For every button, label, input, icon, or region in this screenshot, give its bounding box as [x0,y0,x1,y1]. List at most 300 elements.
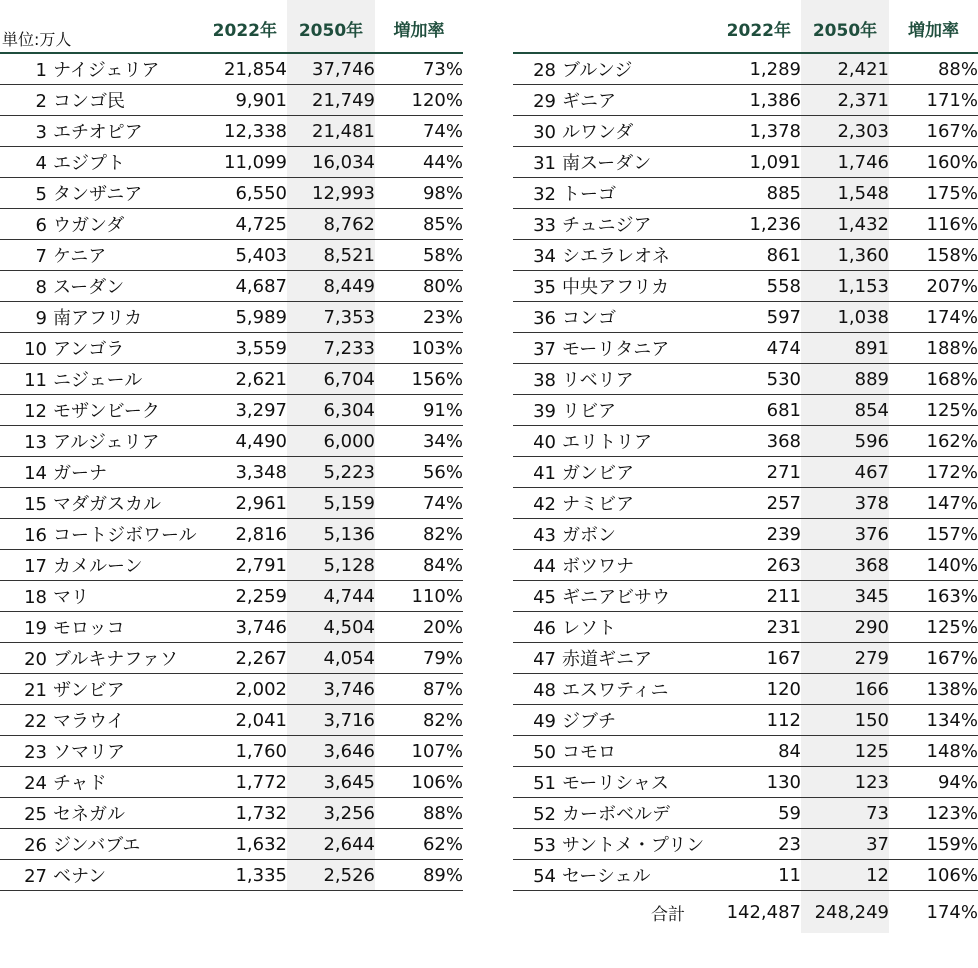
country-name: タンザニア [53,184,143,205]
rank: 32 [533,184,556,205]
country-name: ボツワナ [562,556,634,577]
pop-2022: 4,490 [197,426,287,457]
country-name: エスワティニ [562,680,669,701]
pop-2022: 112 [713,705,801,736]
rank: 53 [533,835,556,856]
right-header-row [513,0,978,53]
rank: 5 [35,184,47,205]
country-cell [0,147,197,178]
pop-2022: 368 [713,426,801,457]
table-row [0,767,463,798]
pop-2022: 59 [713,798,801,829]
increase-rate: 94% [889,767,978,798]
increase-rate: 82% [375,705,463,736]
country-cell [0,209,197,240]
country-cell [513,767,713,798]
rank: 37 [533,339,556,360]
pop-2022: 1,378 [713,116,801,147]
country-name: ジンバブエ [53,835,141,856]
increase-rate: 175% [889,178,978,209]
increase-rate: 34% [375,426,463,457]
country-cell [0,612,197,643]
pop-2022: 2,791 [197,550,287,581]
rank: 11 [24,370,47,391]
increase-rate: 58% [375,240,463,271]
country-name: ソマリア [53,742,125,763]
pop-2022: 1,335 [197,860,287,891]
rank: 14 [24,463,47,484]
table-row [513,271,978,302]
country-name: ナミビア [562,494,634,515]
increase-rate: 98% [375,178,463,209]
pop-2050: 2,526 [287,860,375,891]
pop-2050: 467 [801,457,889,488]
country-cell [0,705,197,736]
country-cell [513,395,713,426]
table-row [513,581,978,612]
increase-rate: 138% [889,674,978,705]
table-row [513,426,978,457]
table-row [0,705,463,736]
pop-2050: 3,645 [287,767,375,798]
country-cell [513,240,713,271]
country-cell [513,457,713,488]
pop-2050: 8,449 [287,271,375,302]
table-row [513,209,978,240]
increase-rate: 134% [889,705,978,736]
table-row [0,53,463,85]
rank: 31 [533,153,556,174]
table-row [0,519,463,550]
table-row [0,302,463,333]
pop-2022: 23 [713,829,801,860]
country-name: モーリタニア [562,339,670,360]
increase-rate: 84% [375,550,463,581]
country-cell [513,736,713,767]
pop-2022: 1,386 [713,85,801,116]
country-cell [0,302,197,333]
table-row [513,147,978,178]
table-row [513,674,978,705]
pop-2022: 5,989 [197,302,287,333]
country-cell [0,550,197,581]
table-row [0,240,463,271]
increase-rate: 110% [375,581,463,612]
increase-rate: 157% [889,519,978,550]
country-cell [0,426,197,457]
increase-rate: 85% [375,209,463,240]
country-name: マラウイ [53,711,125,732]
country-cell [513,53,713,85]
total-2050: 248,249 [801,891,889,934]
country-name: カーボベルデ [562,804,670,825]
table-row [513,736,978,767]
table-row [0,612,463,643]
pop-2022: 3,559 [197,333,287,364]
pop-2022: 3,348 [197,457,287,488]
increase-rate: 163% [889,581,978,612]
country-cell [513,705,713,736]
country-cell [0,85,197,116]
pop-2022: 12,338 [197,116,287,147]
increase-rate: 107% [375,736,463,767]
pop-2050: 6,704 [287,364,375,395]
total-row [513,891,978,934]
table-row [0,209,463,240]
pop-2050: 5,128 [287,550,375,581]
rank: 2 [35,91,47,112]
country-name: 南アフリカ [53,308,143,329]
country-name: リビア [562,401,616,422]
pop-2022: 861 [713,240,801,271]
country-name: マダガスカル [53,494,161,515]
table-row [513,457,978,488]
table-row [513,550,978,581]
table-row [513,798,978,829]
table-row [0,488,463,519]
pop-2022: 1,236 [713,209,801,240]
increase-rate: 79% [375,643,463,674]
increase-rate: 56% [375,457,463,488]
pop-2050: 5,136 [287,519,375,550]
table-row [0,333,463,364]
rank: 51 [533,773,556,794]
country-cell [0,395,197,426]
table-row [0,860,463,891]
right-table [513,0,978,933]
table-row [0,364,463,395]
pop-2050: 12 [801,860,889,891]
table-row [513,519,978,550]
country-cell [0,457,197,488]
rank: 19 [24,618,47,639]
pop-2022: 11 [713,860,801,891]
country-name: ギニア [562,91,616,112]
pop-2022: 239 [713,519,801,550]
rank: 43 [533,525,556,546]
country-name: ブルキナファソ [53,649,178,670]
country-name: ナイジェリア [53,60,160,81]
country-name: 中央アフリカ [562,277,670,298]
country-cell [513,85,713,116]
country-name: モーリシャス [562,773,669,794]
pop-2050: 279 [801,643,889,674]
increase-rate: 147% [889,488,978,519]
pop-2050: 2,303 [801,116,889,147]
pop-2050: 150 [801,705,889,736]
pop-2022: 1,732 [197,798,287,829]
pop-2050: 290 [801,612,889,643]
pop-2050: 125 [801,736,889,767]
increase-rate: 44% [375,147,463,178]
rank: 22 [24,711,47,732]
increase-rate: 120% [375,85,463,116]
pop-2050: 4,744 [287,581,375,612]
increase-rate: 172% [889,457,978,488]
pop-2022: 11,099 [197,147,287,178]
increase-rate: 88% [889,53,978,85]
country-name: スーダン [53,277,125,298]
country-name: ウガンダ [53,215,125,236]
pop-2050: 7,353 [287,302,375,333]
country-name: ルワンダ [562,122,634,143]
pop-2050: 6,000 [287,426,375,457]
pop-2050: 368 [801,550,889,581]
country-cell [513,116,713,147]
increase-rate: 74% [375,116,463,147]
country-name: アルジェリア [53,432,160,453]
increase-rate: 125% [889,395,978,426]
increase-rate: 140% [889,550,978,581]
country-cell [0,581,197,612]
pop-2050: 4,504 [287,612,375,643]
country-cell [513,364,713,395]
country-cell [0,674,197,705]
country-cell [0,240,197,271]
pop-2050: 891 [801,333,889,364]
country-cell [0,116,197,147]
increase-rate: 125% [889,612,978,643]
pop-2022: 530 [713,364,801,395]
increase-rate: 106% [889,860,978,891]
pop-2050: 12,993 [287,178,375,209]
rank: 4 [35,153,47,174]
rank: 52 [533,804,556,825]
table-row [0,798,463,829]
pop-2050: 8,521 [287,240,375,271]
table-row [0,674,463,705]
pop-2050: 854 [801,395,889,426]
pop-2022: 231 [713,612,801,643]
pop-2022: 1,760 [197,736,287,767]
pop-2050: 37 [801,829,889,860]
total-2022: 142,487 [726,901,801,923]
pop-2022: 130 [713,767,801,798]
pop-2022: 9,901 [197,85,287,116]
pop-2022: 681 [713,395,801,426]
table-row [0,395,463,426]
increase-rate: 207% [889,271,978,302]
pop-2022: 2,002 [197,674,287,705]
country-name: ベナン [53,866,107,887]
pop-2022: 3,746 [197,612,287,643]
pop-2050: 7,233 [287,333,375,364]
country-name: ザンビア [53,680,125,701]
pop-2050: 4,054 [287,643,375,674]
rank: 9 [35,308,47,329]
rank: 54 [533,866,556,887]
country-cell [513,829,713,860]
rank: 48 [533,680,556,701]
increase-rate: 162% [889,426,978,457]
country-cell [0,643,197,674]
unit-label: 単位:万人 [0,0,197,53]
table-row [0,147,463,178]
rank: 39 [533,401,556,422]
country-name: ガンビア [562,463,634,484]
pop-2022: 167 [713,643,801,674]
country-cell [0,736,197,767]
increase-rate: 159% [889,829,978,860]
rank: 6 [35,215,47,236]
pop-2022: 2,259 [197,581,287,612]
right-table-body [513,53,978,891]
rank: 50 [533,742,556,763]
table-row [513,612,978,643]
increase-rate: 167% [889,116,978,147]
country-name: セネガル [53,804,125,825]
increase-rate: 23% [375,302,463,333]
total-rate: 174% [926,901,978,923]
country-cell [513,302,713,333]
increase-rate: 168% [889,364,978,395]
pop-2022: 1,632 [197,829,287,860]
pop-2050: 376 [801,519,889,550]
header-rate-right: 増加率 [889,0,978,53]
table-row [513,302,978,333]
country-cell [513,519,713,550]
table-row [513,395,978,426]
country-cell [0,333,197,364]
pop-2050: 1,548 [801,178,889,209]
country-name: ガボン [562,525,616,546]
pop-2022: 120 [713,674,801,705]
pop-2022: 885 [713,178,801,209]
pop-2050: 378 [801,488,889,519]
rank: 18 [24,587,47,608]
country-cell [513,333,713,364]
increase-rate: 158% [889,240,978,271]
pop-2050: 1,432 [801,209,889,240]
pop-2050: 8,762 [287,209,375,240]
table-row [0,829,463,860]
increase-rate: 73% [375,53,463,85]
rank: 34 [533,246,556,267]
pop-2022: 4,687 [197,271,287,302]
country-cell [0,767,197,798]
left-table [0,0,463,891]
rank: 13 [24,432,47,453]
rank: 16 [24,525,47,546]
increase-rate: 188% [889,333,978,364]
country-name: ジブチ [562,711,616,732]
rank: 46 [533,618,556,639]
country-cell [513,209,713,240]
increase-rate: 156% [375,364,463,395]
country-name: ギニアビサウ [562,587,670,608]
country-name: セーシェル [562,866,651,887]
table-row [513,178,978,209]
country-cell [513,674,713,705]
rank: 17 [24,556,47,577]
pop-2022: 2,041 [197,705,287,736]
pop-2050: 123 [801,767,889,798]
pop-2050: 1,360 [801,240,889,271]
rank: 23 [24,742,47,763]
table-row [0,550,463,581]
pop-2050: 3,256 [287,798,375,829]
increase-rate: 89% [375,860,463,891]
pop-2022: 5,403 [197,240,287,271]
country-name: チャド [53,773,107,794]
rank: 12 [24,401,47,422]
pop-2022: 3,297 [197,395,287,426]
rank: 45 [533,587,556,608]
table-row [513,333,978,364]
pop-2022: 4,725 [197,209,287,240]
rank: 3 [35,122,47,143]
rank: 49 [533,711,556,732]
rank: 28 [533,60,556,81]
pop-2050: 3,716 [287,705,375,736]
country-cell [513,271,713,302]
country-name: カメルーン [53,556,143,577]
country-name: エジプト [53,153,125,174]
pop-2022: 84 [713,736,801,767]
table-row [0,178,463,209]
country-name: 南スーダン [562,153,652,174]
rank: 1 [35,60,47,81]
pop-2050: 166 [801,674,889,705]
country-name: ケニア [53,246,107,267]
pop-2022: 1,772 [197,767,287,798]
increase-rate: 74% [375,488,463,519]
table-row [0,426,463,457]
rank: 44 [533,556,556,577]
pop-2050: 2,644 [287,829,375,860]
pop-2050: 16,034 [287,147,375,178]
rank: 15 [24,494,47,515]
pop-2022: 597 [713,302,801,333]
country-cell [0,178,197,209]
increase-rate: 167% [889,643,978,674]
country-name: サントメ・プリン [562,835,705,856]
rank: 30 [533,122,556,143]
rank: 35 [533,277,556,298]
country-cell [513,643,713,674]
unit-label-blank [513,0,713,53]
increase-rate: 123% [889,798,978,829]
pop-2050: 1,746 [801,147,889,178]
increase-rate: 20% [375,612,463,643]
rank: 42 [533,494,556,515]
left-header-row [0,0,463,53]
header-2022-right: 2022年 [713,0,801,53]
pop-2050: 1,153 [801,271,889,302]
country-name: チュニジア [562,215,652,236]
pop-2022: 263 [713,550,801,581]
rank: 38 [533,370,556,391]
increase-rate: 116% [889,209,978,240]
country-cell [513,581,713,612]
pop-2022: 474 [713,333,801,364]
header-2022: 2022年 [197,0,287,53]
country-name: アンゴラ [53,339,125,360]
increase-rate: 103% [375,333,463,364]
pop-2022: 1,091 [713,147,801,178]
country-name: マリ [53,587,89,608]
table-row [513,705,978,736]
increase-rate: 87% [375,674,463,705]
rank: 47 [533,649,556,670]
increase-rate: 82% [375,519,463,550]
country-cell [513,550,713,581]
pop-2022: 2,816 [197,519,287,550]
rank: 20 [24,649,47,670]
rank: 41 [533,463,556,484]
pop-2050: 3,646 [287,736,375,767]
pop-2050: 889 [801,364,889,395]
